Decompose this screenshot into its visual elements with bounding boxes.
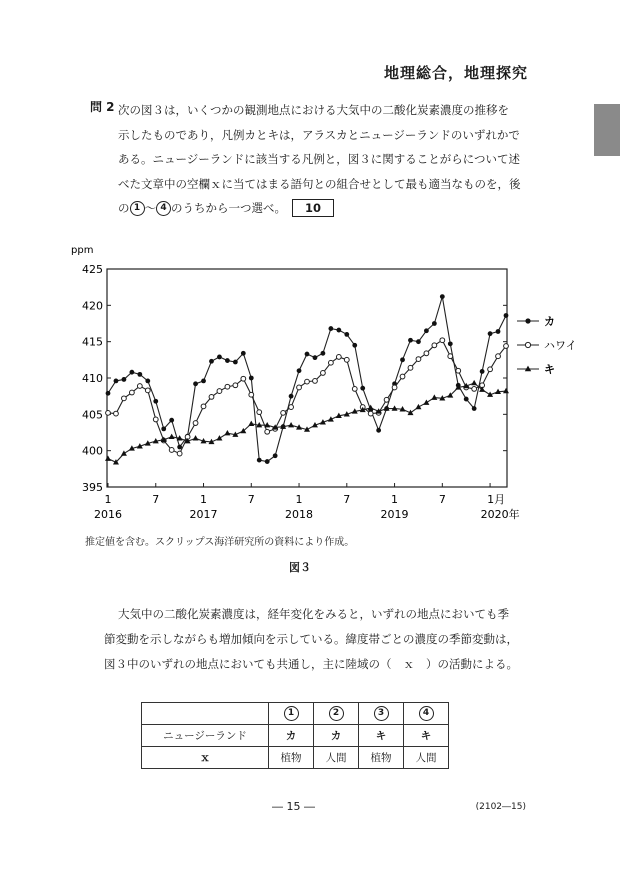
plot-frame	[107, 269, 507, 487]
co2-line-chart	[70, 238, 577, 528]
data-point	[416, 339, 421, 344]
legend-label: カ	[544, 315, 555, 328]
data-point	[153, 399, 158, 404]
data-point	[448, 354, 453, 359]
passage-line: 図３中のいずれの地点においても共通し，主に陸域の（ ｘ ）の活動による。	[104, 657, 518, 671]
data-point	[289, 394, 294, 399]
x-tick-label: 1	[391, 493, 399, 506]
data-point	[321, 351, 326, 356]
data-point	[400, 374, 405, 379]
data-point	[145, 388, 150, 393]
y-axis-unit-label: ppm	[71, 245, 94, 256]
data-point	[328, 326, 333, 331]
data-point	[129, 390, 134, 395]
data-point	[217, 389, 222, 394]
data-point	[153, 417, 158, 422]
data-point	[448, 341, 453, 346]
data-point	[472, 387, 477, 392]
data-point	[464, 397, 469, 402]
data-point	[201, 379, 206, 384]
x-tick-label: 1	[104, 493, 112, 506]
choice-number-circle: 1	[130, 201, 145, 216]
data-point	[328, 360, 333, 365]
question-range-sep: ～	[144, 201, 156, 215]
data-point	[145, 379, 150, 384]
question-text	[118, 98, 538, 221]
data-point	[344, 357, 349, 362]
table-cell: カ	[314, 725, 359, 747]
option-number-2: 2	[329, 706, 344, 721]
question-line: ある。ニュージーランドに該当する凡例と，図３に関することがらについて述	[118, 152, 521, 166]
data-point	[424, 351, 429, 356]
data-point	[248, 421, 254, 426]
y-tick-label: 415	[82, 335, 103, 349]
x-year-label: 2020年	[480, 508, 520, 521]
data-point	[360, 386, 365, 391]
data-point	[297, 385, 302, 390]
table-row	[142, 725, 449, 747]
data-point	[416, 357, 421, 362]
data-point	[504, 344, 509, 349]
question-line: べた文章中の空欄ｘに当てはまる語句との組合せとして最も適当なものを，後	[118, 176, 521, 191]
table-cell: 人間	[314, 747, 359, 769]
data-point	[336, 355, 341, 360]
data-point	[233, 360, 238, 365]
question-line: 示したものであり，凡例カとキは，アラスカとニュージーランドのいずれかで	[118, 127, 520, 142]
row-label-nz: ニュージーランド	[142, 725, 269, 747]
x-tick-label: 1	[200, 493, 208, 506]
data-point	[423, 400, 429, 405]
passage-line: 節変動を示しながらも増加傾向を示している。緯度帯ごとの濃度の季節変動は，	[104, 632, 518, 646]
data-point	[424, 328, 429, 333]
question-suffix: のうちから一つ選べ。	[171, 201, 286, 215]
exam-code: (2102―15)	[475, 802, 526, 812]
data-point	[384, 397, 389, 402]
data-point	[169, 418, 174, 423]
data-point	[137, 384, 142, 389]
data-point	[193, 421, 198, 426]
data-point	[496, 329, 501, 334]
choice-number-circle: 4	[156, 201, 171, 216]
x-tick-label: 7	[247, 493, 255, 506]
data-point	[169, 448, 174, 453]
data-point	[241, 351, 246, 356]
data-point	[289, 405, 294, 410]
data-point	[209, 394, 214, 399]
x-tick-label: 7	[152, 493, 160, 506]
y-tick-label: 425	[82, 263, 103, 276]
data-point	[321, 371, 326, 376]
data-point	[137, 372, 142, 377]
data-point	[488, 331, 493, 336]
data-point	[352, 343, 357, 348]
data-point	[503, 388, 509, 393]
data-point	[305, 352, 310, 357]
question-label: 問 2	[90, 100, 115, 114]
legend-marker	[525, 318, 530, 323]
data-point	[217, 355, 222, 360]
x-year-label: 2016	[94, 508, 122, 521]
data-point	[488, 367, 493, 372]
data-point	[249, 376, 254, 381]
option-number-3: 3	[374, 706, 389, 721]
data-point	[408, 365, 413, 370]
data-point	[376, 428, 381, 433]
data-point	[336, 328, 341, 333]
data-point	[415, 404, 421, 409]
data-point	[432, 321, 437, 326]
data-point	[281, 410, 286, 415]
data-point	[257, 410, 262, 415]
data-point	[106, 391, 111, 396]
data-point	[305, 379, 310, 384]
data-point	[408, 338, 413, 343]
y-tick-label: 405	[82, 408, 103, 422]
data-point	[129, 370, 134, 375]
page-number: ― 15 ―	[272, 800, 315, 813]
data-point	[177, 445, 182, 450]
data-point	[471, 380, 477, 385]
data-point	[257, 458, 262, 463]
answer-options-table	[141, 702, 449, 769]
table-cell: 植物	[269, 747, 314, 769]
data-point	[313, 355, 318, 360]
table-cell: キ	[359, 725, 404, 747]
x-tick-label: 1	[295, 493, 303, 506]
figure-caption: 図３	[289, 561, 311, 574]
data-point	[297, 368, 302, 373]
data-point	[209, 359, 214, 364]
data-point	[440, 294, 445, 299]
data-point	[273, 453, 278, 458]
y-tick-label: 410	[82, 372, 103, 385]
data-point	[122, 377, 127, 382]
data-point	[400, 357, 405, 362]
data-point	[431, 394, 437, 399]
x-tick-label: 7	[343, 493, 351, 506]
data-point	[472, 406, 477, 411]
data-point	[105, 455, 111, 460]
data-point	[114, 411, 119, 416]
data-point	[344, 332, 349, 337]
data-point	[432, 343, 437, 348]
data-point	[392, 385, 397, 390]
data-point	[440, 338, 445, 343]
x-year-label: 2018	[285, 508, 314, 521]
y-tick-label: 420	[82, 299, 103, 313]
page-header-title: 地理総合，地理探究	[383, 64, 528, 82]
data-point	[193, 381, 198, 386]
option-number-4: 4	[419, 706, 434, 721]
question-prefix: の	[118, 201, 130, 215]
legend-marker	[525, 342, 530, 347]
x-year-label: 2017	[189, 508, 218, 521]
table-corner-cell	[142, 703, 269, 725]
data-point	[352, 387, 357, 392]
data-point	[161, 426, 166, 431]
data-point	[177, 451, 182, 456]
series-line-3	[108, 383, 506, 462]
data-point	[225, 358, 230, 363]
y-tick-label: 395	[82, 481, 103, 494]
data-point	[225, 384, 230, 389]
legend-label: ハワイ	[544, 339, 577, 352]
table-cell: 植物	[359, 747, 404, 769]
table-cell: カ	[269, 725, 314, 747]
passage-line: 大気中の二酸化炭素濃度は，経年変化をみると，いずれの地点においても季	[118, 607, 509, 621]
data-point	[241, 376, 246, 381]
data-point	[496, 354, 501, 359]
table-header-row	[142, 703, 449, 725]
data-point	[265, 429, 270, 434]
x-tick-label: 7	[438, 493, 446, 506]
table-cell: キ	[404, 725, 449, 747]
data-point	[313, 379, 318, 384]
data-point	[201, 404, 206, 409]
row-label-x: ｘ	[142, 747, 269, 769]
option-number-1: 1	[284, 706, 299, 721]
data-point	[504, 313, 509, 318]
data-point	[480, 369, 485, 374]
data-point	[216, 435, 222, 440]
data-point	[106, 410, 111, 415]
question-line: 次の図３は，いくつかの観測地点における大気中の二酸化炭素濃度の推移を	[118, 103, 509, 117]
data-point	[114, 379, 119, 384]
question-line-last	[118, 196, 538, 221]
data-point	[122, 396, 127, 401]
x-year-label: 2019	[380, 508, 409, 521]
data-point	[169, 434, 175, 439]
data-point	[121, 450, 127, 455]
y-tick-label: 400	[82, 444, 103, 458]
data-point	[368, 411, 373, 416]
data-point	[233, 383, 238, 388]
figure-source-note: 推定値を含む。スクリップス海洋研究所の資料により作成。	[85, 537, 355, 548]
legend-label: キ	[544, 363, 555, 376]
data-point	[224, 430, 230, 435]
section-index-tab	[594, 104, 620, 156]
table-cell: 人間	[404, 747, 449, 769]
table-row	[142, 747, 449, 769]
data-point	[288, 422, 294, 427]
x-tick-label: 1月	[487, 493, 506, 506]
answer-number-box: 10	[292, 199, 334, 217]
data-point	[456, 368, 461, 373]
data-point	[193, 435, 199, 440]
data-point	[249, 392, 254, 397]
passage-text	[104, 602, 534, 677]
data-point	[265, 459, 270, 464]
